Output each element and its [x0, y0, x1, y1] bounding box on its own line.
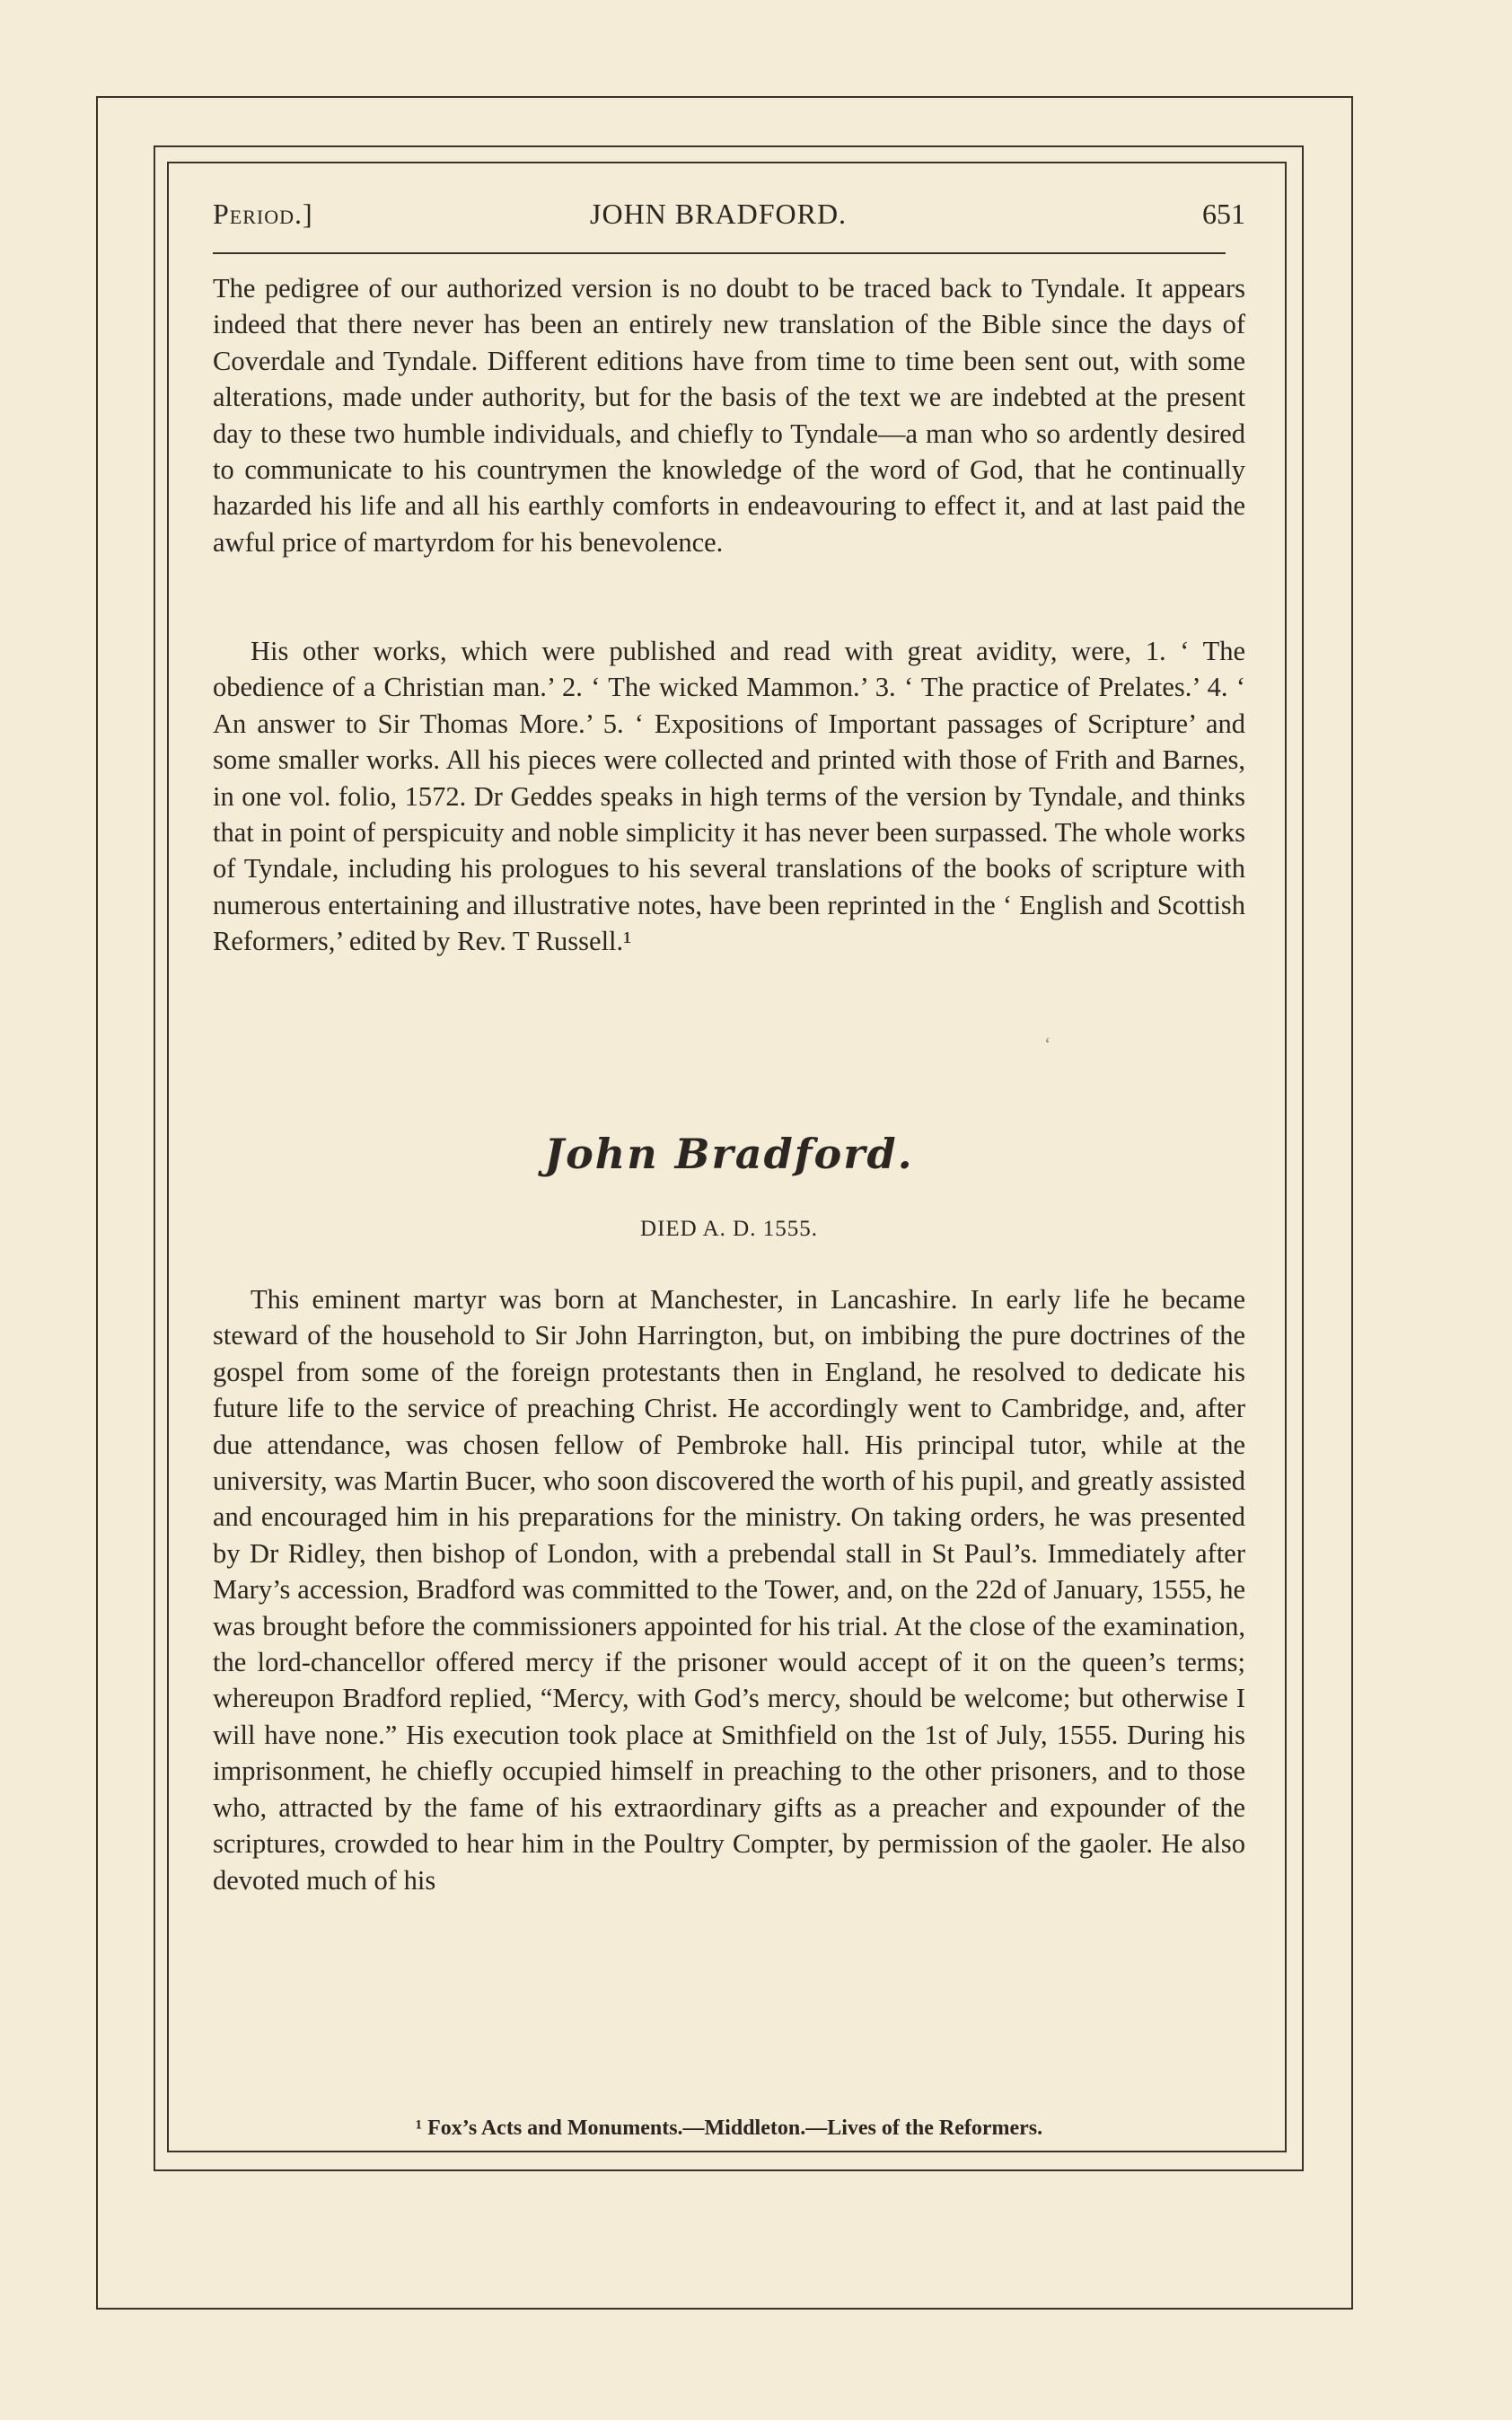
running-head — [213, 198, 1245, 237]
section-heading: John Bradford. — [544, 1130, 914, 1178]
paragraph-bradford-bio: This eminent martyr was born at Manchester, in Lancashire. In early life he became steward of the household to Sir John Harrington, but, on imbibing the pure doctrines of the gospel from some of the foreign protestants then in England, he resolved to dedicate his future life to the service of preaching Christ. He accordingly went to Cambridge, and, after due attendance, was chosen fellow of Pembroke hall. His principal tutor, while at the university, was Martin Bucer, who soon discovered the worth of his pupil, and greatly assisted and encouraged him in his preparations for the ministry. On taking orders, he was presented by Dr Ridley, then bishop of London, with a prebendal stall in St Paul’s. Immediately after Mary’s accession, Bradford was committed to the Tower, and, on the 22d of January, 1555, he was brought before the commissioners appointed for his trial. At the close of the examination, the lord-chancellor offered mercy if the prisoner would accept of it on the queen’s terms; whereupon Bradford replied, “Mercy, with God’s mercy, should be welcome; but otherwise I will have none.” His execution took place at Smithfield on the 1st of July, 1555. During his imprisonment, he chiefly occupied himself in preaching to the other prisoners, and to those who, attracted by the fame of his extraordinary gifts as a preacher and expounder of the scriptures, crowded to hear him in the Poultry Compter, by permission of the gaoler. He also devoted much of his — [213, 1284, 1245, 1896]
section-dates: DIED A. D. 1555. — [640, 1217, 818, 1241]
page-number: 651 — [1202, 198, 1245, 230]
footnote: ¹ Fox’s Acts and Monuments.—Middleton.—Lives of the Reformers. — [415, 2116, 1043, 2140]
running-head-title: JOHN BRADFORD. — [590, 198, 848, 230]
header-rule — [213, 252, 1226, 254]
ink-speck: ‘ — [1044, 1033, 1051, 1055]
paragraph-other-works: His other works, which were published and read with great avidity, were, 1. ‘ The obedience of a Christian man.’ 2. ‘ The wicked Mammon.’ 3. ‘ The practice of Prelates.’ 4. ‘ An answer to Sir Thomas More.’ 5. ‘ Expositions of Important passages of Scripture’ and some smaller works. All his pieces were collected and printed with those of Frith and Barnes, in one vol. folio, 1572. Dr Geddes speaks in high terms of the version by Tyndale, and thinks that in point of perspicuity and noble simplicity it has never been surpassed. The whole works of Tyndale, including his prologues to his several translations of the books of scripture with numerous entertaining and illustrative notes, have been reprinted in the ‘ English and Scottish Reformers,’ edited by Rev. T Russell.¹ — [213, 636, 1245, 957]
paragraph-pedigree: The pedigree of our authorized version is no doubt to be traced back to Tyndale. It appears indeed that there never has been an entirely new translation of the Bible since the days of Coverdale and Tyndale. Different editions have from time to time been sent out, with some alterations, made under authority, but for the basis of the text we are indebted at the present day to these two humble individuals, and chiefly to Tyndale—a man who so ardently desired to communicate to his countrymen the knowledge of the word of God, that he continually hazarded his life and all his earthly comforts in endeavouring to effect it, and at last paid the awful price of martyrdom for his benevolence. — [213, 273, 1245, 558]
running-head-section: Period.] — [213, 198, 313, 230]
